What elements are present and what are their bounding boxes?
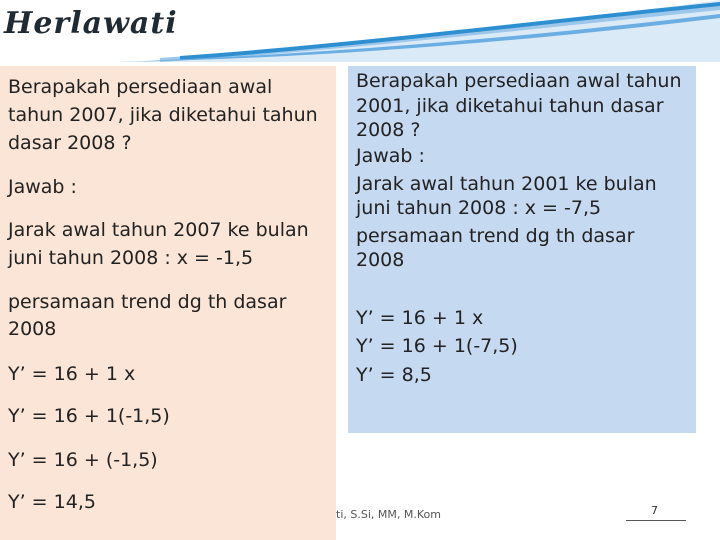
left-equation-4: Y’ = 14,5 bbox=[8, 491, 96, 513]
footer-author: ti, S.Si, MM, M.Kom bbox=[336, 508, 441, 521]
right-trend-line-1: persamaan trend dg th dasar bbox=[356, 225, 635, 247]
left-trend-line-2: 2008 bbox=[8, 318, 57, 340]
right-trend-line-2: 2008 bbox=[356, 249, 405, 271]
left-equation-3: Y’ = 16 + (-1,5) bbox=[8, 449, 158, 471]
right-question-line-3: 2008 ? bbox=[356, 119, 421, 141]
left-question-line-2: tahun 2007, jika diketahui tahun bbox=[8, 104, 318, 126]
left-equation-2: Y’ = 16 + 1(-1,5) bbox=[8, 405, 170, 427]
header-title: Herlawati bbox=[4, 6, 178, 41]
footer-divider bbox=[626, 520, 686, 521]
left-jarak-line-1: Jarak awal tahun 2007 ke bulan bbox=[8, 219, 309, 241]
right-equation-2: Y’ = 16 + 1(-7,5) bbox=[356, 335, 518, 357]
right-jawab: Jawab : bbox=[356, 145, 425, 167]
right-question-line-1: Berapakah persediaan awal tahun bbox=[356, 70, 682, 92]
header-banner bbox=[0, 0, 720, 62]
page-number: 7 bbox=[651, 504, 658, 517]
left-jawab: Jawab : bbox=[8, 176, 77, 198]
left-question-line-3: dasar 2008 ? bbox=[8, 132, 132, 154]
right-question-line-2: 2001, jika diketahui tahun dasar bbox=[356, 95, 664, 117]
right-jarak-line-2: juni tahun 2008 : x = -7,5 bbox=[356, 197, 602, 219]
left-jarak-line-2: juni tahun 2008 : x = -1,5 bbox=[8, 247, 254, 269]
left-question-line-1: Berapakah persediaan awal bbox=[8, 76, 273, 98]
right-jarak-line-1: Jarak awal tahun 2001 ke bulan bbox=[356, 173, 657, 195]
left-trend-line-1: persamaan trend dg th dasar bbox=[8, 291, 287, 313]
right-equation-3: Y’ = 8,5 bbox=[356, 364, 432, 386]
right-equation-1: Y’ = 16 + 1 x bbox=[356, 307, 484, 329]
left-equation-1: Y’ = 16 + 1 x bbox=[8, 363, 136, 385]
